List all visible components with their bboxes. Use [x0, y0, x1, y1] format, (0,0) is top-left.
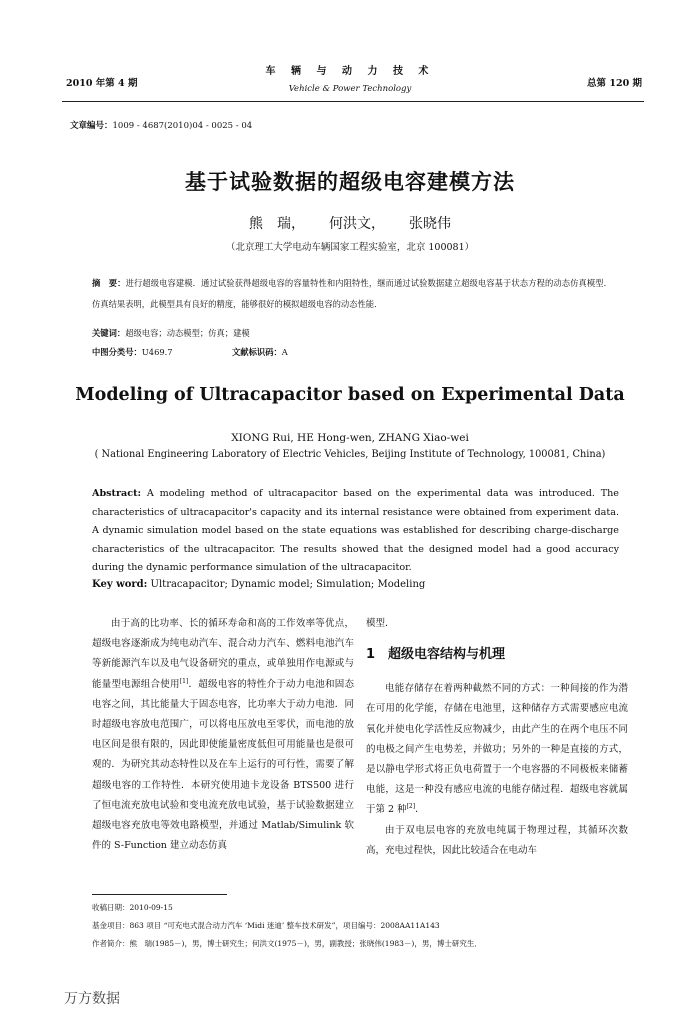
total-issue-label: 总第 120 期	[587, 78, 642, 89]
keywords-en-text: Ultracapacitor; Dynamic model; Simulation; Modeling	[150, 579, 426, 590]
footnote-divider	[92, 894, 227, 895]
author-name: 熊 瑞，	[249, 216, 305, 232]
classification-cn-label: 中图分类号：	[92, 347, 142, 357]
classification-cn	[92, 346, 173, 358]
affiliation-en: ( National Engineering Laboratory of Electric Vehicles, Beijing Institute of Technology, 100081, China)	[94, 449, 606, 460]
body-text: ．	[415, 804, 425, 816]
journal-title-en: Vehicle & Power Technology	[288, 84, 412, 94]
section-heading: 1 超级电容结构与机理	[366, 647, 506, 663]
keywords-en	[92, 579, 425, 590]
paper-title-cn: 基于试验数据的超级电容建模方法	[185, 170, 515, 194]
body-text: 电能存储存在着两种截然不同的方式：一种间接的作为潜在可用的化学能，存储在电池里，这种储存方式需要感应电流氧化并使电化学活性反应物减少，由此产生的在两个电压不同的电极之间产生电势差，并做功；另外的一种是直接的方式，是以静电学形式将正负电荷置于一个电容器的不同极板来储蓄电能，这是一种没有感应电流的电能存储过程．超级电容就属于第 2 种	[366, 683, 628, 816]
abstract-cn	[92, 273, 612, 315]
journal-header	[260, 62, 440, 94]
keywords-cn-label: 关键词：	[92, 328, 126, 338]
author-name: 何洪文，	[329, 216, 385, 232]
authors-cn	[0, 213, 700, 233]
body-paragraph: 由于双电层电容的充放电纯属于物理过程，其循环次数高，充电过程快，因此比较适合在电动车	[366, 824, 628, 856]
abstract-en-label: Abstract:	[92, 488, 142, 499]
article-number-value: 1009 - 4687(2010)04 - 0025 - 04	[112, 121, 253, 131]
document-code-cn-label: 文献标识码：	[232, 347, 282, 357]
body-paragraph: 模型．	[366, 618, 395, 629]
body-column-right	[366, 614, 628, 861]
citation-ref: [1]	[179, 677, 189, 685]
header-divider	[62, 101, 644, 102]
body-paragraph	[366, 679, 628, 820]
body-paragraph	[92, 614, 354, 856]
paper-title-en: Modeling of Ultracapacitor based on Experimental Data	[75, 385, 625, 405]
journal-title-cn: 车 辆 与 动 力 技 术	[265, 66, 435, 77]
citation-ref: [2]	[406, 803, 416, 811]
classification-cn-text: U469.7	[141, 347, 173, 357]
body-text: 由于高的比功率、长的循环寿命和高的工作效率等优点，超级电容逐渐成为纯电动汽车、混合动力汽车、燃料电池汽车等新能源汽车以及电气设备研究的重点，或单独用作电源或与能量型电源组合使用	[92, 618, 354, 690]
footnote-fund: 基金项目：863 项目 “可充电式混合动力汽车 ‘Midi 迷迪’ 整车技术研发”，项目编号：2008AA11A143	[92, 921, 440, 930]
article-number	[70, 119, 252, 131]
footnote-authors: 作者简介：熊 瑞(1985－)，男，博士研究生；何洪文(1975－)，男，副教授；张晓伟(1983－)，男，博士研究生．	[92, 939, 482, 948]
watermark: 万方数据	[64, 991, 120, 1007]
keywords-cn-text: 超级电容；动态模型；仿真；建模	[125, 328, 250, 338]
issue-label: 2010 年第 4 期	[66, 78, 138, 89]
authors-en: XIONG Rui, HE Hong-wen, ZHANG Xiao-wei	[231, 432, 469, 444]
keywords-cn	[92, 327, 250, 339]
abstract-en-text: A modeling method of ultracapacitor based on the experimental data was introduced. The characteristics of ultracapacitor's capacity and its internal resistance were obtained from experiment data. A dynamic simulation model based on the state equations was established for describing charge-discharge characteristics of the ultracapacitor. The results showed that the designed model had a good accuracy during the dynamic performance simulation of the ultracapacitor.	[92, 488, 619, 574]
article-number-label: 文章编号：	[70, 121, 113, 131]
body-text: ．超级电容的特性介于动力电池和固态电容之间，其比能量大于固态电容，比功率大于动力电池．同时超级电容放电范围广，可以将电压放电至零伏，而电池的放电区间是很有限的，因此即使能量密度低但可用能量也是很可观的．为研究其动态特性以及在车上运行的可行性，需要了解超级电容的工作特性．本研究使用迪卡龙设备 BTS500 进行了恒电流充放电试验和变电流充放电试验，基于试验数据建立超级电容充放电等效电路模型，并通过 Matlab/Simulink 软件的 S-Function 建立动态仿真	[92, 678, 354, 852]
abstract-cn-text: 进行超级电容建模．通过试验获得超级电容的容量特性和内阻特性，继而通过试验数据建立超级电容基于状态方程的动态仿真模型．仿真结果表明，此模型具有良好的精度，能够很好的模拟超级电容的动态性能．	[92, 278, 612, 309]
keywords-en-label: Key word:	[92, 579, 148, 590]
body-column-left	[92, 614, 354, 856]
abstract-en	[92, 485, 619, 578]
author-name: 张晓伟	[409, 216, 451, 232]
abstract-cn-label: 摘 要：	[92, 278, 126, 288]
footnote-received: 收稿日期：2010-09-15	[92, 903, 173, 912]
document-code-cn-text: A	[281, 347, 288, 357]
document-code-cn	[232, 346, 288, 358]
affiliation-cn: （北京理工大学电动车辆国家工程实验室，北京 100081）	[225, 242, 475, 253]
